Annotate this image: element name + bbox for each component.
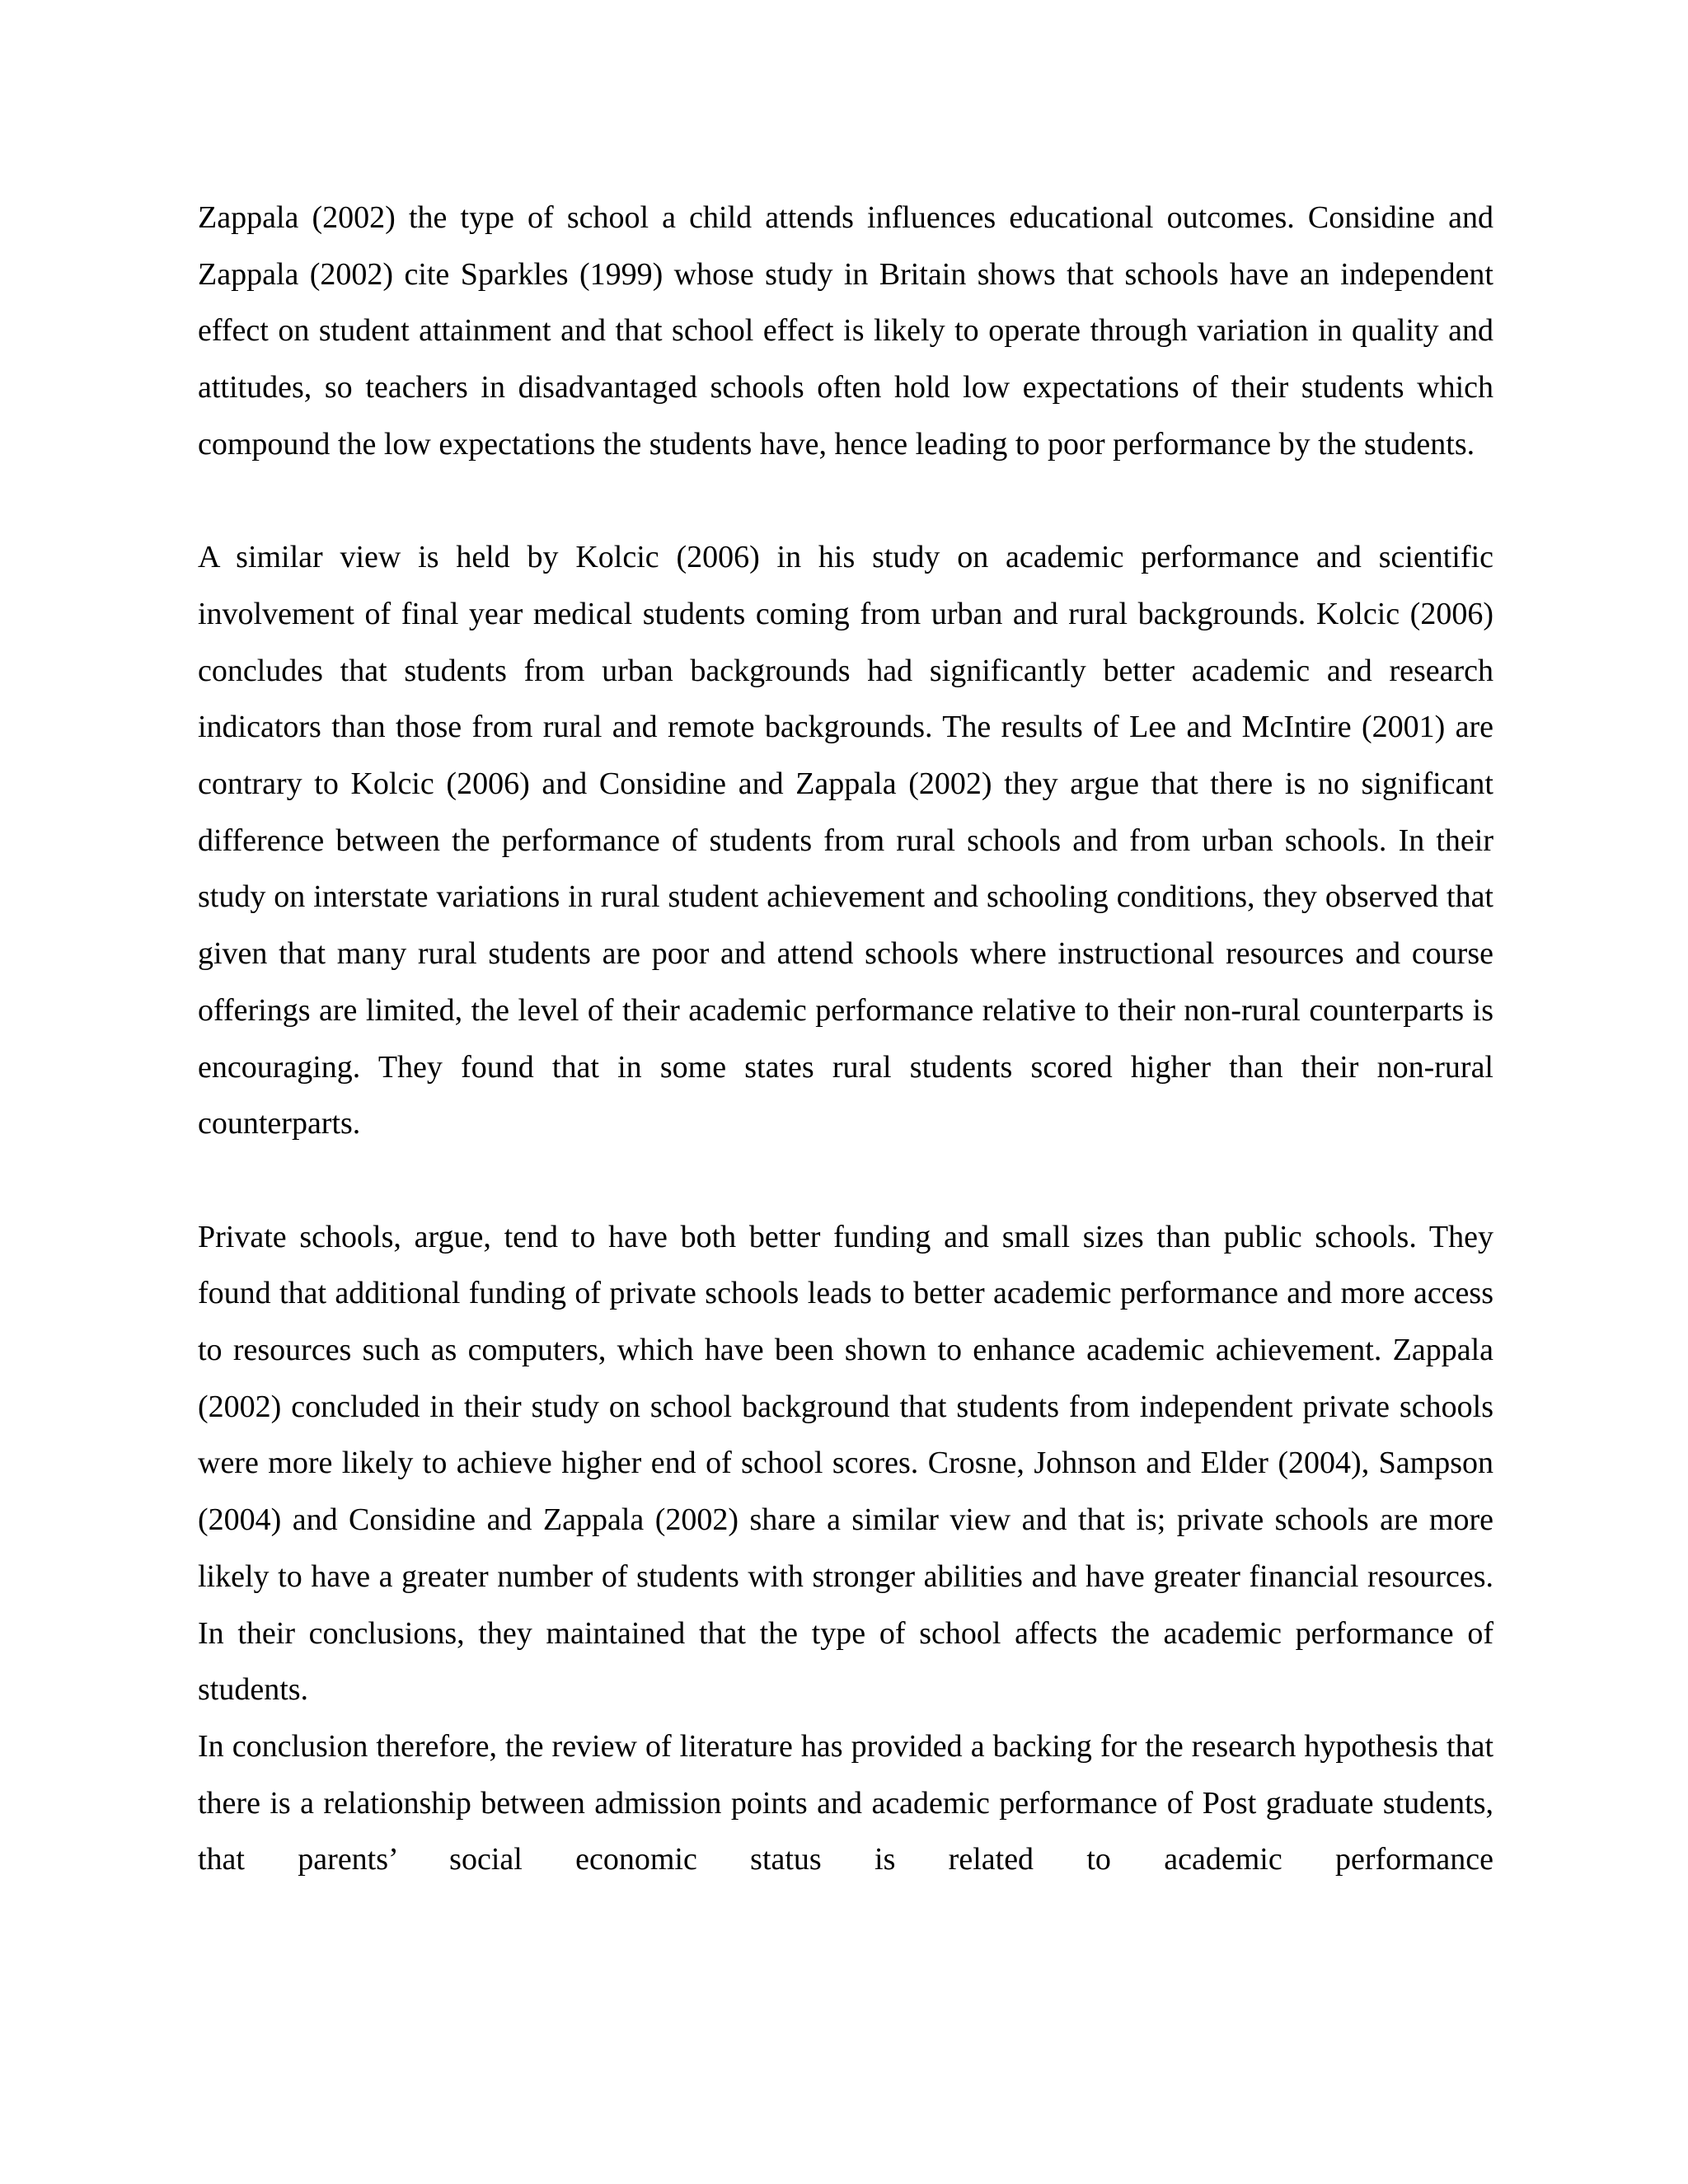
paragraph-urban-rural-performance: A similar view is held by Kolcic (2006) in his study on academic performance and scientific involvement of final year medical students coming from urban and rural backgrounds. Kolcic (2006) concludes that students from urban backgrounds had significantly better academic and research indicators than those from rural and remote backgrounds. The results of Lee and McIntire (2001) are contrary to Kolcic (2006) and Considine and Zappala (2002) they argue that there is no significant difference between the performance of students from rural schools and from urban schools. In their study on interstate variations in rural student achievement and schooling conditions, they observed that given that many rural students are poor and attend schools where instructional resources and course offerings are limited, the level of their academic performance relative to their non-rural counterparts is encouraging. They found that in some states rural students scored higher than their non-rural counterparts.	[198, 540, 1493, 1141]
body-text	[198, 190, 1493, 1888]
paragraph-spacer	[198, 1152, 1493, 1209]
paragraph-school-type-outcomes: Zappala (2002) the type of school a child attends influences educational outcomes. Considine and Zappala (2002) cite Sparkles (1999) whose study in Britain shows that schools have an independent effect on student attainment and that school effect is likely to operate through variation in quality and attitudes, so teachers in disadvantaged schools often hold low expectations of their students which compound the low expectations the students have, hence leading to poor performance by the students.	[198, 200, 1493, 462]
paragraph-spacer	[198, 473, 1493, 530]
paragraph-private-schools: Private schools, argue, tend to have both better funding and small sizes than public schools. They found that additional funding of private schools leads to better academic performance and more access to resources such as computers, which have been shown to enhance academic achievement. Zappala (2002) concluded in their study on school background that students from independent private schools were more likely to achieve higher end of school scores. Crosne, Johnson and Elder (2004), Sampson (2004) and Considine and Zappala (2002) share a similar view and that is; private schools are more likely to have a greater number of students with stronger abilities and have greater financial resources. In their conclusions, they maintained that the type of school affects the academic performance of students.	[198, 1219, 1493, 1708]
paragraph-conclusion: In conclusion therefore, the review of literature has provided a backing for the research hypothesis that there is a relationship between admission points and academic performance of Post graduate students, that parents’ social economic status is related to academic performance	[198, 1728, 1493, 1877]
